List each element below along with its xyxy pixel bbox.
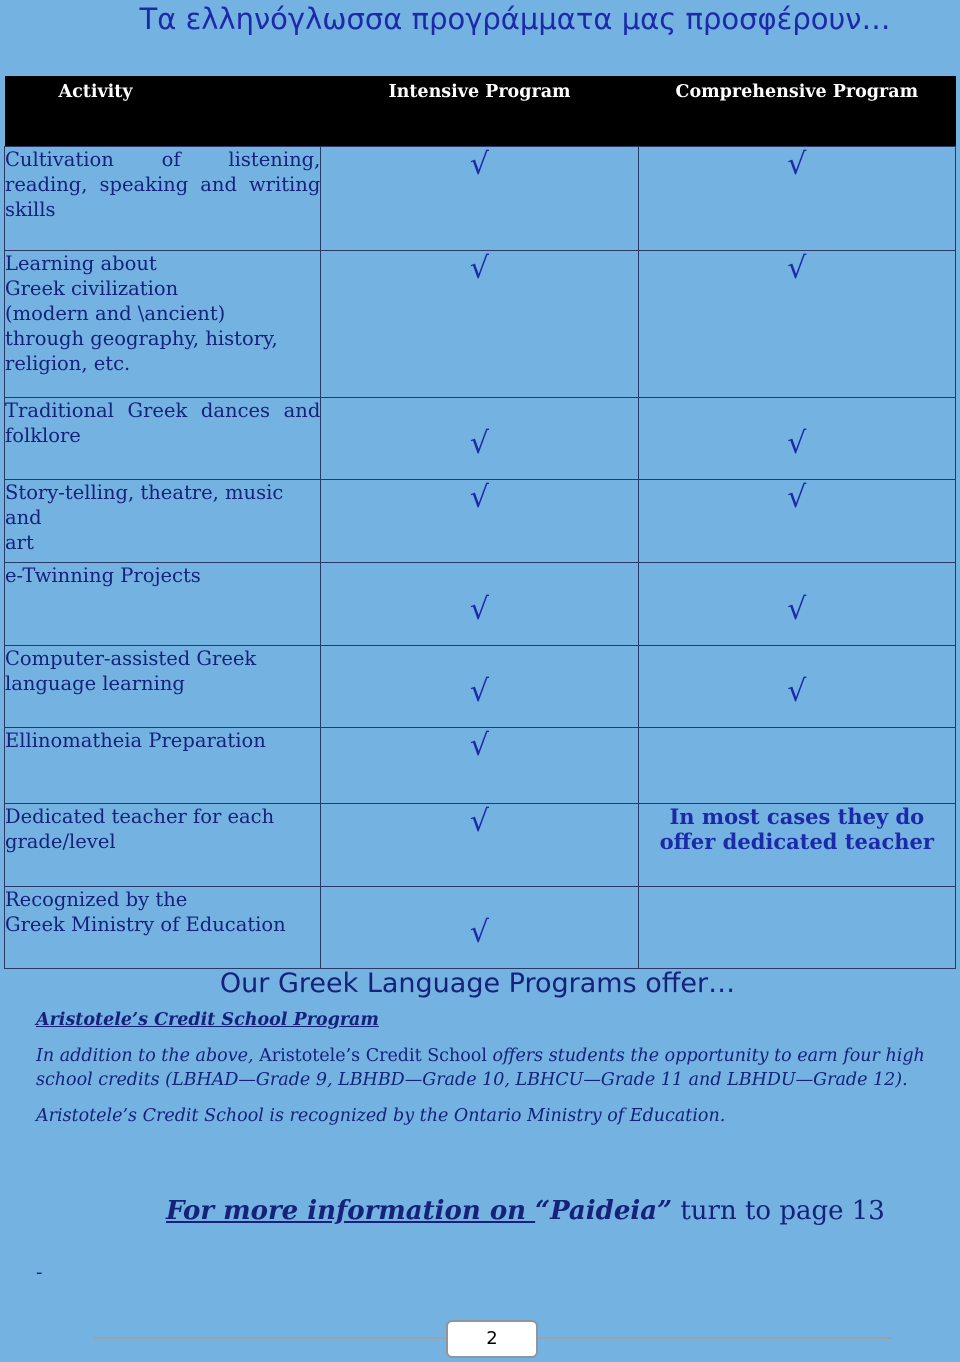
table-row bbox=[5, 398, 956, 480]
intensive-check: √ bbox=[321, 251, 638, 398]
intensive-check: √ bbox=[321, 398, 638, 480]
credit-program-paragraph bbox=[36, 1044, 926, 1092]
comprehensive-empty bbox=[638, 728, 955, 804]
page-title: Τα ελληνόγλωσσα προγράμματα μας προσφέρουν… bbox=[139, 2, 891, 36]
activity-cell: Cultivation of listening, reading, speaking and writing skills bbox=[5, 147, 321, 251]
activity-cell: Learning about Greek civilization (modern and \ancient) through geography, history, religion, etc. bbox=[5, 251, 321, 398]
table-row bbox=[5, 804, 956, 887]
school-name: Aristotele’s Credit School bbox=[259, 1046, 487, 1066]
more-info-line bbox=[166, 1196, 885, 1226]
comprehensive-check: √ bbox=[638, 646, 955, 728]
recognition-paragraph: Aristotele’s Credit School is recognized by the Ontario Ministry of Education. bbox=[36, 1106, 726, 1126]
intensive-check: √ bbox=[321, 480, 638, 563]
paragraph-rest: offers students the opportunity to earn four high school credits (LBHAD—Grade 9, LBHBD—Grade 10, LBHCU—Grade 11 and LBHDU—Grade 12). bbox=[36, 1046, 925, 1090]
page-number: 2 bbox=[446, 1320, 538, 1358]
intensive-check: √ bbox=[321, 728, 638, 804]
comprehensive-check: √ bbox=[638, 251, 955, 398]
table-row bbox=[5, 887, 956, 969]
comprehensive-check: √ bbox=[638, 398, 955, 480]
table-row bbox=[5, 480, 956, 563]
comprehensive-check: √ bbox=[638, 480, 955, 563]
intensive-check: √ bbox=[321, 646, 638, 728]
header-comprehensive-program: Comprehensive Program bbox=[638, 76, 955, 147]
activity-cell: Computer-assisted Greek language learning bbox=[5, 646, 321, 728]
header-intensive-program: Intensive Program bbox=[321, 76, 638, 147]
activity-cell: Traditional Greek dances and folklore bbox=[5, 398, 321, 480]
section-heading: Our Greek Language Programs offer… bbox=[219, 968, 736, 999]
comprehensive-check: √ bbox=[638, 563, 955, 646]
intensive-check: √ bbox=[321, 563, 638, 646]
activity-cell: Dedicated teacher for each grade/level bbox=[5, 804, 321, 887]
intensive-check: √ bbox=[321, 887, 638, 969]
activity-cell: Story-telling, theatre, music and art bbox=[5, 480, 321, 563]
table-row bbox=[5, 251, 956, 398]
activity-cell: Ellinomatheia Preparation bbox=[5, 728, 321, 804]
comprehensive-check: √ bbox=[638, 147, 955, 251]
comprehensive-empty bbox=[638, 887, 955, 969]
activity-cell: Recognized by the Greek Ministry of Education bbox=[5, 887, 321, 969]
more-info-page-ref: turn to page 13 bbox=[672, 1196, 885, 1226]
table-header-row bbox=[5, 76, 956, 147]
header-activity: Activity bbox=[5, 76, 321, 147]
table-row bbox=[5, 728, 956, 804]
table-row bbox=[5, 646, 956, 728]
activity-cell: e-Twinning Projects bbox=[5, 563, 321, 646]
table-row bbox=[5, 563, 956, 646]
stray-dash: - bbox=[36, 1262, 43, 1283]
intensive-check: √ bbox=[321, 147, 638, 251]
programs-comparison-table bbox=[4, 76, 956, 969]
paideia-title: “Paideia” bbox=[535, 1196, 673, 1226]
more-info-lead: For more information on bbox=[166, 1196, 536, 1226]
credit-program-title: Aristotele’s Credit School Program bbox=[36, 1010, 379, 1030]
comprehensive-note: In most cases they do offer dedicated teacher bbox=[638, 804, 955, 887]
table-row bbox=[5, 147, 956, 251]
paragraph-lead: In addition to the above, bbox=[36, 1046, 254, 1066]
intensive-check: √ bbox=[321, 804, 638, 887]
